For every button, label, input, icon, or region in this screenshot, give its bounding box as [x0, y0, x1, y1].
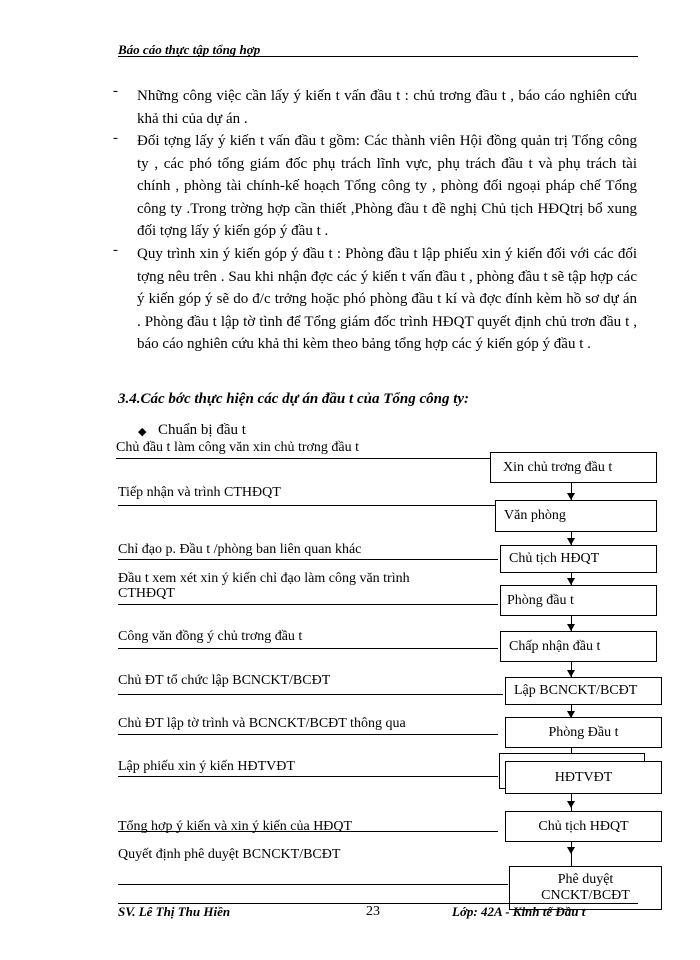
- bullet-text-1: Những công việc cần lấy ý kiến t vấn đầu t : chủ trơng đầu t , báo cáo nghiên cứu khả thi của dự án .: [137, 88, 637, 127]
- bullet-mark: -: [113, 83, 118, 99]
- step-rule: [118, 604, 498, 605]
- flow-box-label: Phòng đầu t: [507, 592, 574, 608]
- step-rule: [118, 559, 498, 560]
- flow-box-label: Phê duyệt CNCKT/BCĐT: [541, 872, 630, 903]
- step-label-5: Công văn đồng ý chủ trơng đầu t: [118, 629, 303, 644]
- section-heading: 3.4.Các bớc thực hiện các dự án đầu t của Tổng công ty:: [118, 391, 470, 407]
- flow-box-label: Lập BCNCKT/BCĐT: [514, 683, 638, 698]
- step-label-4: Đầu t xem xét xin ý kiến chỉ đạo làm công văn trình CTHĐQT: [118, 571, 410, 601]
- arrow-down-icon: [567, 538, 575, 545]
- step-rule: [118, 831, 498, 832]
- flow-box-prepare-report: [505, 677, 662, 705]
- step-rule: [116, 458, 496, 459]
- flow-box-label: Văn phòng: [504, 508, 566, 523]
- arrow-down-icon: [567, 670, 575, 677]
- step-label-7: Chủ ĐT lập tờ trình và BCNCKT/BCĐT thông qua: [118, 716, 406, 731]
- step-rule: [118, 884, 508, 885]
- bullet-text-2: Đối tợng lấy ý kiến t vấn đầu t gồm: Các thành viên Hội đồng quản trị Tổng công ty , các phó tổng giám đốc phụ trách lĩnh vực, phụ trách đầu t và phụ trách tài chính , phòng tài chính-kế hoạch Tổng công ty , phòng đối ngoại pháp chế Tổng công ty .Trong trờng hợp cần thiết ,Phòng đầu t đề nghị Chủ tịch HĐQtrị bổ xung đối tợng lấy ý kiến góp ý đầu t .: [137, 133, 637, 239]
- flow-box-label: Phòng Đầu t: [548, 724, 619, 740]
- footer-class: Lớp: 42A - Kinh tế Đầu t: [452, 904, 586, 919]
- flow-box-investment-dept-2: [505, 717, 662, 748]
- flow-box-label: Chấp nhận đầu t: [509, 638, 601, 654]
- page-number: 23: [366, 904, 380, 919]
- flow-box-label: Xin chủ trơng đầu t: [503, 459, 613, 475]
- flow-box-request: [490, 452, 657, 483]
- arrow-down-icon: [567, 847, 575, 854]
- step-label-1: Chủ đầu t làm công văn xin chủ trơng đầu t: [116, 440, 360, 455]
- arrow-down-icon: [567, 624, 575, 631]
- arrow-down-icon: [567, 801, 575, 808]
- arrow-down-icon: [567, 493, 575, 500]
- step-label-6: Chủ ĐT tổ chức lập BCNCKT/BCĐT: [118, 673, 331, 688]
- bullet-mark: -: [113, 130, 118, 146]
- step-label-2: Tiếp nhận và trình CTHĐQT: [118, 485, 281, 500]
- flow-box-label: Chủ tịch HĐQT: [538, 818, 629, 834]
- page-header: Báo cáo thực tập tổng hợp: [118, 42, 261, 57]
- step-label-10: Quyết định phê duyệt BCNCKT/BCĐT: [118, 847, 341, 862]
- flow-box-office: [495, 500, 657, 532]
- bullet-mark: -: [113, 242, 118, 258]
- step-label-9: Tổng hợp ý kiến và xin ý kiến của HĐQT: [118, 819, 353, 834]
- flow-box-investment-dept: [500, 585, 657, 616]
- bullet-text-3: Quy trình xin ý kiến góp ý đầu t : Phòng đầu t lập phiếu xin ý kiến đối với các đối tợng nêu trên . Sau khi nhận đợc các ý kiến t vấn đầu t , phòng đầu t sẽ tập hợp các ý kiến góp ý sẽ do đ/c trởng hoặc phó phòng đầu t kí và đợc đính kèm hồ sơ dự án . Phòng đầu t lập tờ tình để Tổng giám đốc trình HĐQT quyết định chủ trơn đầu t , báo cáo nghiên cứu khả thi kèm theo bảng tổng hợp các ý kiến góp ý đầu t .: [137, 246, 637, 352]
- flow-box-advisory-council: [505, 761, 662, 794]
- footer-author: SV. Lê Thị Thu Hiền: [118, 904, 231, 919]
- step-label-8: Lập phiếu xin ý kiến HĐTVĐT: [118, 759, 295, 774]
- arrow-down-icon: [567, 578, 575, 585]
- flow-box-approval: [500, 631, 657, 662]
- prep-label: Chuẩn bị đầu t: [158, 422, 246, 438]
- header-rule: [118, 56, 638, 57]
- step-rule: [118, 734, 498, 735]
- flow-box-chairman: [500, 545, 657, 573]
- step-rule: [118, 694, 503, 695]
- diamond-bullet-icon: ◆: [138, 426, 147, 438]
- flow-box-label: Chủ tịch HĐQT: [509, 551, 600, 566]
- step-label-3: Chỉ đạo p. Đầu t /phòng ban liên quan khác: [118, 542, 362, 557]
- step-rule: [118, 776, 498, 777]
- flow-box-label: HĐTVĐT: [554, 769, 613, 785]
- step-rule: [118, 648, 498, 649]
- step-rule: [118, 505, 498, 506]
- flow-box-chairman-2: [505, 811, 662, 842]
